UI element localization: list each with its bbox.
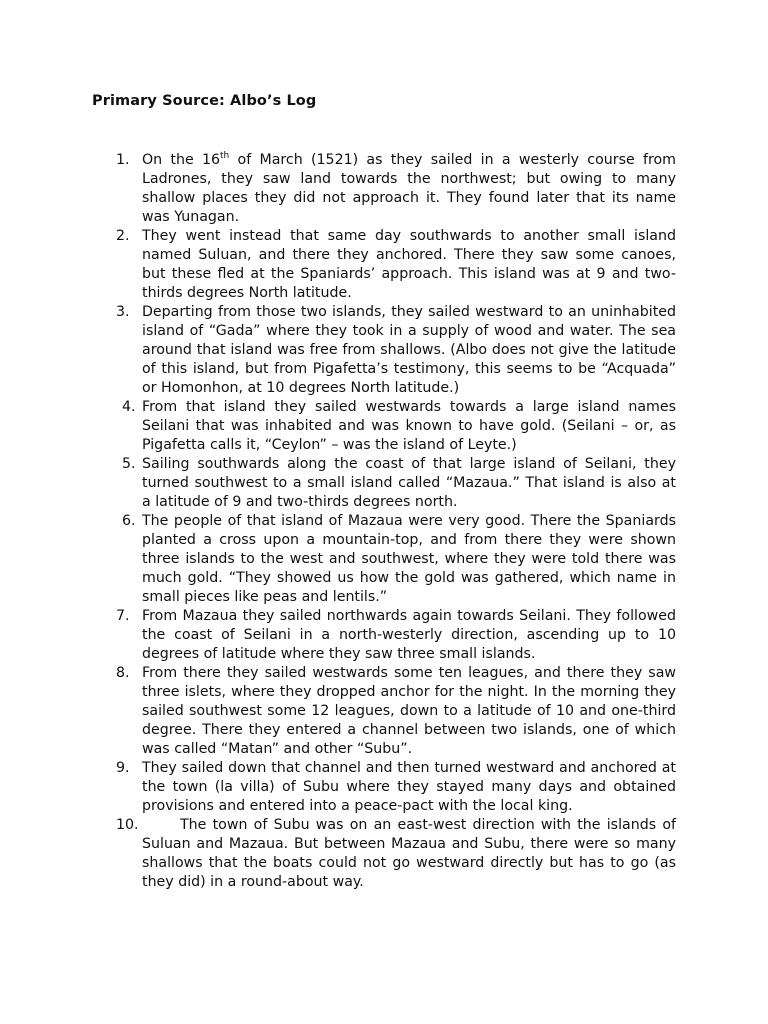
list-item xyxy=(92,227,676,303)
list-item xyxy=(92,816,676,892)
item-text: On the 16th of March (1521) as they sailed in a westerly course from Ladrones, they saw land towards the northwest; but owing to many shallow places they did not approach it. They found later that its name was Yunagan. xyxy=(142,151,676,225)
list-item xyxy=(92,512,676,607)
item-number: 4. xyxy=(122,399,136,415)
item-number: 3. xyxy=(116,304,130,320)
list-item xyxy=(92,303,676,398)
item-text: Sailing southwards along the coast of that large island of Seilani, they turned southwest to a small island called “Mazaua.” That island is also at a latitude of 9 and two-thirds degrees north. xyxy=(142,456,676,510)
list-item xyxy=(92,759,676,816)
item-number: 10. xyxy=(116,817,139,833)
item-number: 5. xyxy=(122,456,136,472)
list-item xyxy=(92,398,676,455)
list-item xyxy=(92,151,676,227)
item-number: 8. xyxy=(116,665,130,681)
item-number: 1. xyxy=(116,152,130,168)
item-text: From there they sailed westwards some ten leagues, and there they saw three islets, where they dropped anchor for the night. In the morning they sailed southwest some 12 leagues, down to a latitude of 10 and one-third degree. There they entered a channel between two islands, one of which was called “Matan” and other “Subu”. xyxy=(142,665,676,757)
item-text: The people of that island of Mazaua were very good. There the Spaniards planted a cross upon a mountain-top, and from there they were shown three islands to the west and southwest, where they were told there was much gold. “They showed us how the gold was gathered, which name in small pieces like peas and lentils.” xyxy=(142,513,676,605)
item-text: Departing from those two islands, they sailed westward to an uninhabited island of “Gada” where they took in a supply of wood and water. The sea around that island was free from shallows. (Albo does not give the latitude of this island, but from Pigafetta’s testimony, this seems to be “Acquada” or Homonhon, at 10 degrees North latitude.) xyxy=(142,304,676,396)
item-text: From Mazaua they sailed northwards again towards Seilani. They followed the coast of Seilani in a north-westerly direction, ascending up to 10 degrees of latitude where they saw three small islands. xyxy=(142,608,676,662)
list-item xyxy=(92,664,676,759)
item-text: From that island they sailed westwards towards a large island names Seilani that was inhabited and was known to have gold. (Seilani – or, as Pigafetta calls it, “Ceylon” – was the island of Leyte.) xyxy=(142,399,676,453)
item-number: 6. xyxy=(122,513,136,529)
item-number: 7. xyxy=(116,608,130,624)
item-number: 9. xyxy=(116,760,130,776)
item-text: They went instead that same day southwards to another small island named Suluan, and there they anchored. There they saw some canoes, but these fled at the Spaniards’ approach. This island was at 9 and two-thirds degrees North latitude. xyxy=(142,228,676,301)
page-title: Primary Source: Albo’s Log xyxy=(92,93,317,109)
item-text: The town of Subu was on an east-west direction with the islands of Suluan and Mazaua. But between Mazaua and Subu, there were so many shallows that the boats could not go westward directly but has to go (as they did) in a round-about way. xyxy=(142,817,676,890)
numbered-list xyxy=(92,151,676,892)
list-item xyxy=(92,455,676,512)
item-number: 2. xyxy=(116,228,130,244)
item-text: They sailed down that channel and then turned westward and anchored at the town (la villa) of Subu where they stayed many days and obtained provisions and entered into a peace-pact with the local king. xyxy=(142,760,676,814)
ordinal-suffix: th xyxy=(220,151,230,161)
list-item xyxy=(92,607,676,664)
